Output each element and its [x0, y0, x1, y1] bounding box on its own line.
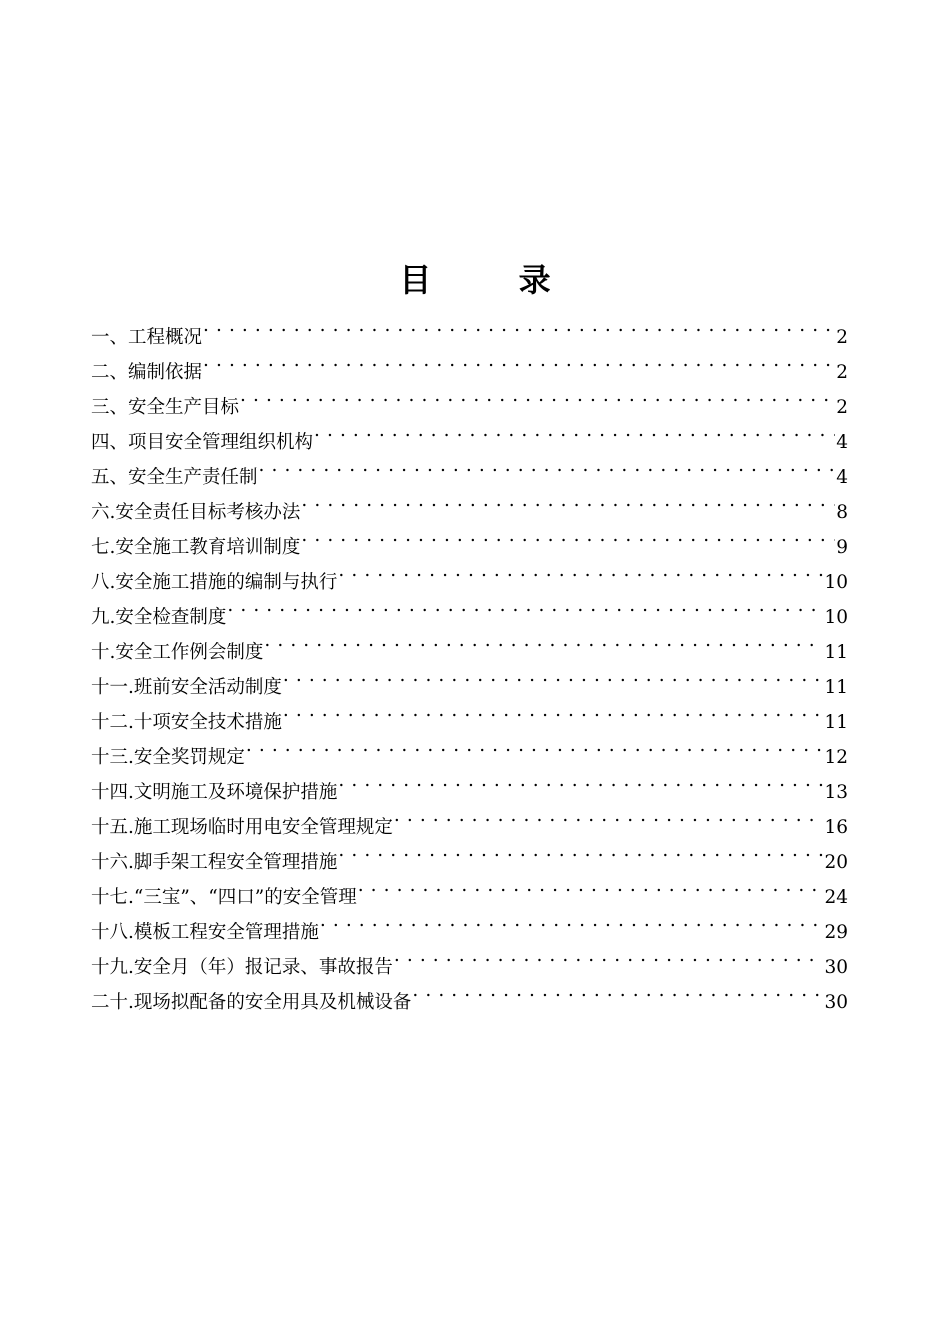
- toc-entry-page: 30: [824, 957, 848, 978]
- dot-leader: [283, 693, 824, 728]
- dot-leader: [314, 413, 835, 448]
- toc-entry-label: 一、工程概况: [91, 327, 203, 348]
- toc-entry[interactable]: [91, 343, 848, 383]
- toc-entry-page: 12: [824, 747, 848, 768]
- toc-entry-page: 29: [824, 922, 848, 943]
- page-title: 目 录: [399, 261, 589, 299]
- toc-entry-label: 二十.现场拟配备的安全用具及机械设备: [91, 992, 412, 1013]
- toc-entry-label: 十.安全工作例会制度: [91, 642, 264, 663]
- dot-leader: [394, 798, 824, 833]
- dot-leader: [358, 868, 824, 903]
- dot-leader: [412, 973, 823, 1008]
- toc-entry-label: 十九.安全月（年）报记录、事故报告: [91, 957, 393, 978]
- toc-entry-label: 五、安全生产责任制: [91, 467, 258, 488]
- dot-leader: [259, 448, 836, 483]
- toc-entry-label: 八.安全施工措施的编制与执行: [91, 572, 338, 593]
- toc-entry-label: 十三.安全奖罚规定: [91, 747, 245, 768]
- dot-leader: [203, 308, 835, 343]
- toc-entry[interactable]: [91, 378, 848, 418]
- dot-leader: [227, 588, 823, 623]
- dot-leader: [301, 518, 835, 553]
- dot-leader: [264, 623, 823, 658]
- toc-entry-label: 九.安全检查制度: [91, 607, 227, 628]
- toc-entry-page: 16: [824, 817, 848, 838]
- dot-leader: [246, 728, 824, 763]
- dot-leader: [320, 903, 824, 938]
- toc-entry-page: 13: [824, 782, 848, 803]
- toc-entry-page: 2: [836, 397, 848, 418]
- toc-entry-label: 六.安全责任目标考核办法: [91, 502, 301, 523]
- table-of-contents: [91, 308, 848, 1013]
- toc-entry-label: 十四.文明施工及环境保护措施: [91, 782, 338, 803]
- toc-entry-label: 十一.班前安全活动制度: [91, 677, 282, 698]
- toc-entry-label: 七.安全施工教育培训制度: [91, 537, 301, 558]
- toc-entry-label: 四、项目安全管理组织机构: [91, 432, 314, 453]
- toc-entry-page: 11: [824, 677, 848, 698]
- dot-leader: [338, 553, 823, 588]
- toc-entry-page: 9: [836, 537, 848, 558]
- toc-entry-page: 11: [824, 642, 848, 663]
- dot-leader: [394, 938, 824, 973]
- toc-entry-page: 30: [824, 992, 848, 1013]
- toc-entry-page: 24: [824, 887, 848, 908]
- dot-leader: [301, 483, 835, 518]
- toc-entry[interactable]: [91, 308, 848, 348]
- toc-entry-page: 10: [824, 572, 848, 593]
- toc-entry-label: 十二.十项安全技术措施: [91, 712, 282, 733]
- toc-entry-page: 11: [824, 712, 848, 733]
- toc-entry-page: 2: [836, 362, 848, 383]
- dot-leader: [338, 763, 823, 798]
- toc-entry-page: 10: [824, 607, 848, 628]
- toc-entry-page: 4: [836, 467, 848, 488]
- toc-entry-page: 2: [836, 327, 848, 348]
- dot-leader: [203, 343, 835, 378]
- dot-leader: [283, 658, 824, 693]
- toc-entry-page: 8: [836, 502, 848, 523]
- toc-entry-label: 十五.施工现场临时用电安全管理规定: [91, 817, 393, 838]
- dot-leader: [240, 378, 835, 413]
- toc-entry-label: 三、安全生产目标: [91, 397, 240, 418]
- toc-entry-label: 二、编制依据: [91, 362, 203, 383]
- toc-entry-page: 4: [836, 432, 848, 453]
- toc-entry-page: 20: [824, 852, 848, 873]
- toc-entry-label: 十六.脚手架工程安全管理措施: [91, 852, 338, 873]
- toc-entry-label: 十八.模板工程安全管理措施: [91, 922, 319, 943]
- dot-leader: [338, 833, 823, 868]
- toc-entry-label: 十七.“三宝”、“四口”的安全管理: [91, 887, 357, 908]
